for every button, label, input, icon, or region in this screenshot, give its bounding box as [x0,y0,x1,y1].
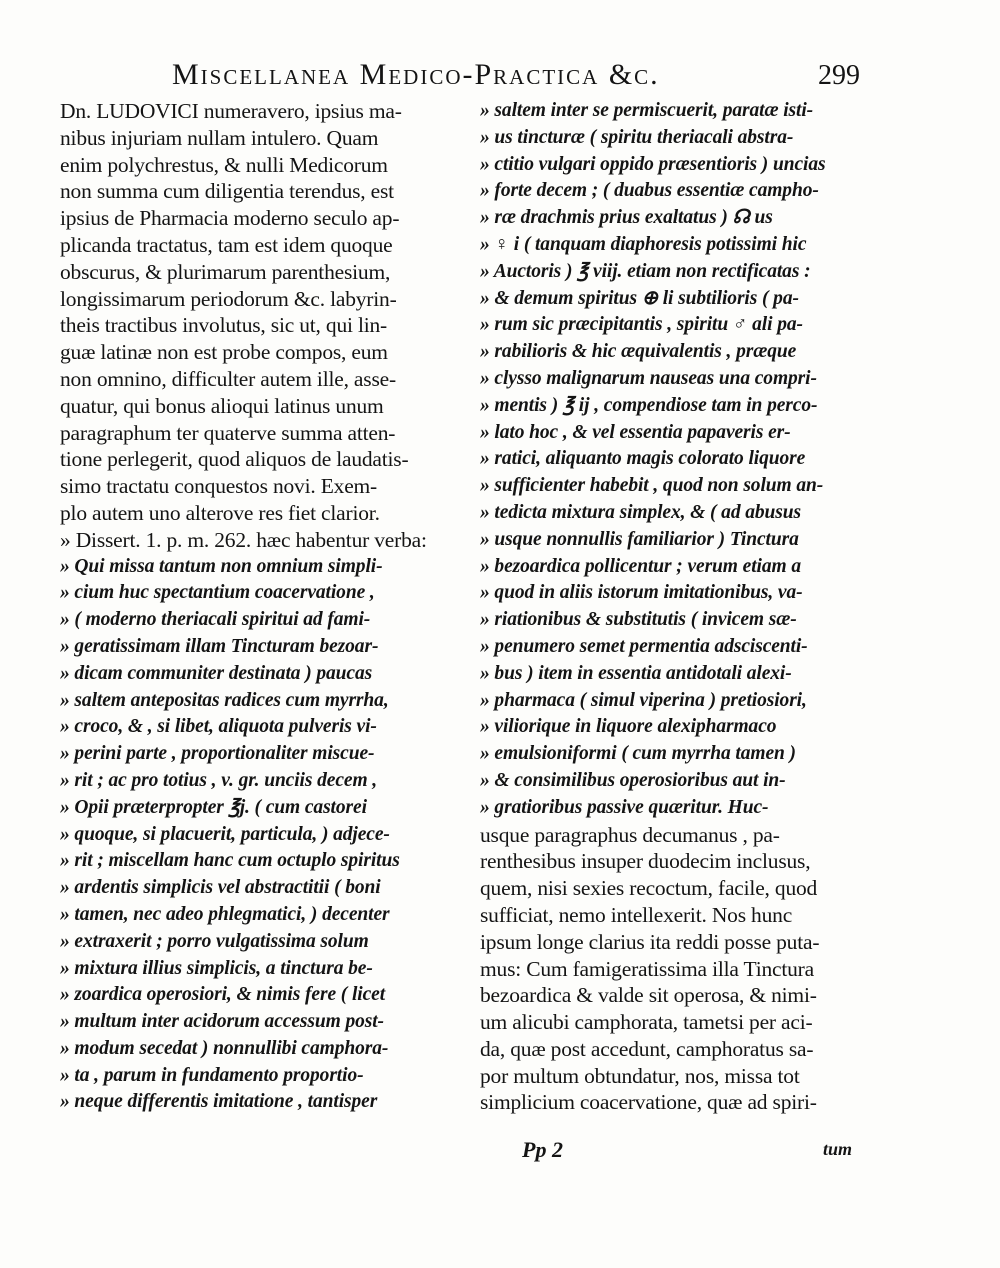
text-line: usque paragraphus decumanus , pa- [480,822,780,847]
text-line: tione perlegerit, quod aliquos de laudatis- [60,447,409,472]
text-line: theis tractibus involutus, sic ut, qui lin- [60,313,388,338]
text-line: mus: Cum famigeratissima illa Tinctura [480,956,814,981]
text-line: » ræ drachmis prius exaltatus ) ☊ us [480,207,773,229]
text-line: » penumero semet permentia adsciscenti- [480,635,808,657]
text-line: por multum obtundatur, nos, missa tot [480,1063,800,1088]
text-line: » rabilioris & hic æquivalentis , præque [480,341,797,363]
left-text-column [60,98,460,1116]
text-line: » emulsioniformi ( cum myrrha tamen ) [480,743,796,765]
text-line: » clysso malignarum nauseas una compri- [480,367,817,389]
text-line: » croco, & , si libet, aliquota pulveris vi- [60,716,377,738]
text-line: » lato hoc , & vel essentia papaveris er- [480,421,791,443]
catchword: tum [822,1139,852,1159]
text-line: sufficiat, nemo intellexerit. Nos hunc [480,902,793,927]
text-line: » ta , parum in fundamento proportio- [60,1064,364,1086]
text-line: non omnino, difficulter autem ille, asse- [60,366,396,391]
text-line: » bus ) item in essentia antidotali alexi- [480,662,792,684]
text-line: simo tractatu conquestos novi. Exem- [60,474,378,499]
text-line: » ctitio vulgari oppido præsentioris ) uncias [480,153,826,175]
text-line: » gratioribus passive quæritur. Huc- [480,796,769,818]
signature-mark: Pp 2 [522,1137,563,1162]
page-header [140,58,860,98]
text-line: » extraxerit ; porro vulgatissima solum [60,930,369,952]
text-line: » tamen, nec adeo phlegmatici, ) decenter [60,903,390,925]
running-title: Miscellanea Medico-Practica &c. [172,58,660,91]
text-line: renthesibus insuper duodecim inclusus, [480,849,811,874]
text-line: longissimarum periodorum &c. labyrin- [60,286,397,311]
text-line: plo autem uno alterove res fiet clarior. [60,500,380,525]
text-line: paragraphum ter quaterve summa atten- [60,420,396,445]
text-line: » neque differentis imitatione , tantisper [60,1091,378,1113]
text-line: » mentis ) ℥ ij , compendiose tam in perco- [480,394,818,416]
text-line: da, quæ post accedunt, camphoratus sa- [480,1036,814,1061]
text-line: » rit ; miscellam hanc cum octuplo spiritus [60,850,400,872]
text-line: » geratissimam illam Tincturam bezoar- [60,635,379,657]
text-line: plicanda tractatus, tam est idem quoque [60,232,393,257]
text-line: quatur, qui bonus alioqui latinus unum [60,393,384,418]
text-line: » ( moderno theriacali spiritui ad fami- [60,609,371,631]
text-line: enim polychrestus, & nulli Medicorum [60,152,388,177]
text-line: » bezoardica pollicentur ; verum etiam a [480,555,801,577]
text-line: » us tincturæ ( spiritu theriacali abstra- [480,126,794,148]
text-line: » & consimilibus operosioribus aut in- [480,769,786,791]
text-line: » & demum spiritus ⊕ li subtilioris ( pa- [480,287,799,309]
text-line: » ♀ i ( tanquam diaphoresis potissimi hic [480,233,807,255]
text-line: » mixtura illius simplicis, a tinctura be- [60,957,373,979]
page-footer [522,1137,852,1167]
text-line: » perini parte , proportionaliter miscue- [60,743,375,765]
text-line: » Auctoris ) ℥ viij. etiam non rectificatas : [480,260,811,282]
text-line: ipsius de Pharmacia moderno seculo ap- [60,206,400,231]
text-line: » multum inter acidorum accessum post- [60,1011,384,1033]
text-line: um alicubi camphorata, tametsi per aci- [480,1010,813,1035]
text-line: » modum secedat ) nonnullibi camphora- [60,1037,389,1059]
text-line: bezoardica & valde sit operosa, & nimi- [480,983,817,1008]
text-line: » rum sic præcipitantis , spiritu ♂ ali pa- [480,314,803,336]
text-line: nibus injuriam nullam intulero. Quam [60,125,379,150]
text-line: » quod in aliis istorum imitationibus, va- [480,582,803,604]
right-text-column [480,98,890,1116]
text-line: » usque nonnullis familiarior ) Tinctura [480,528,799,550]
text-line: » tedicta mixtura simplex, & ( ad abusus [480,501,802,523]
text-line: » sufficienter habebit , quod non solum an- [480,475,824,497]
text-line: » ardentis simplicis vel abstractitii ( boni [60,877,381,899]
text-line: » Opii præterpropter ℥j. ( cum castorei [60,796,367,818]
text-line: » dicam communiter destinata ) paucas [60,662,373,684]
page-number: 299 [818,60,860,91]
text-line: » pharmaca ( simul viperina ) pretiosiori, [480,689,807,711]
text-line: quem, nisi sexies recoctum, facile, quod [480,876,818,901]
text-line: » quoque, si placuerit, particula, ) adjece- [60,823,390,845]
text-line: obscurus, & plurimarum parenthesium, [60,259,391,284]
text-line: non summa cum diligentia terendus, est [60,179,394,204]
text-line: » saltem inter se permiscuerit, paratæ isti- [480,100,814,121]
text-line: simplicium coacervatione, quæ ad spiri- [480,1090,817,1115]
text-line: » cium huc spectantium coacervatione , [60,582,375,604]
text-line: guæ latinæ non est probe compos, eum [60,340,388,365]
text-line: » ratici, aliquanto magis colorato liquore [480,448,806,470]
text-line: » Qui missa tantum non omnium simpli- [60,555,383,577]
text-line: » zoardica operosiori, & nimis fere ( licet [60,984,386,1006]
text-line: » saltem antepositas radices cum myrrha, [60,689,389,711]
text-line: » riationibus & substitutis ( invicem sæ- [480,609,797,631]
text-line: » viliorique in liquore alexipharmaco [480,716,777,738]
text-line: ipsum longe clarius ita reddi posse puta- [480,929,820,954]
text-line: » Dissert. 1. p. m. 262. hæc habentur verba: [60,527,427,552]
text-line: » forte decem ; ( duabus essentiæ campho- [480,180,819,202]
text-line: Dn. LUDOVICI numeravero, ipsius ma- [60,99,402,123]
text-line: » rit ; ac pro totius , v. gr. unciis decem , [60,769,378,791]
